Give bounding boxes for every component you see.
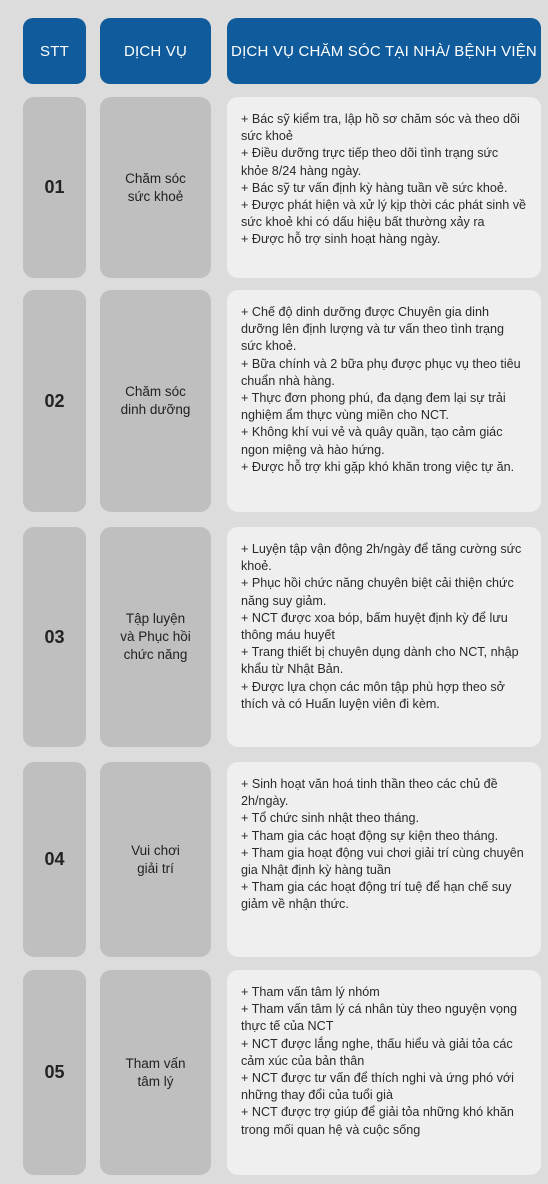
detail-item: + NCT được lắng nghe, thấu hiểu và giải tỏa các cảm xúc của bản thân (241, 1036, 513, 1068)
detail-item: + Tham vấn tâm lý nhóm (241, 985, 380, 999)
detail-item: + Bác sỹ tư vấn định kỳ hàng tuần về sức khoẻ. (241, 180, 508, 195)
detail-item: + Sinh hoạt văn hoá tinh thần theo các chủ đề 2h/ngày. (241, 777, 498, 809)
row-service: Tham vấn tâm lý (100, 970, 211, 1175)
detail-item: + Tham gia các hoạt động trí tuệ để hạn chế suy giảm về nhận thức. (241, 880, 512, 912)
detail-item: + Tham gia hoạt động vui chơi giải trí cùng chuyên gia Nhật định kỳ hàng tuần (241, 845, 524, 878)
detail-item: + Không khí vui vẻ và quây quần, tạo cảm giác ngon miệng và hào hứng. (241, 425, 503, 457)
detail-item: + Điều dưỡng trực tiếp theo dõi tình trạng sức khỏe 8/24 hàng ngày. (241, 146, 499, 178)
detail-item: + NCT được xoa bóp, bấm huyệt định kỳ để lưu thông máu huyết (241, 610, 508, 643)
detail-item: + Chế độ dinh dưỡng được Chuyên gia dinh dưỡng lên định lượng và tư vấn theo tình trạng sức khoẻ. (241, 305, 505, 354)
header-care: DỊCH VỤ CHĂM SÓC TẠI NHÀ/ BỆNH VIỆN (227, 18, 541, 84)
row-number: 05 (23, 970, 86, 1175)
detail-item: + Bữa chính và 2 bữa phụ được phục vụ theo tiêu chuẩn nhà hàng. (241, 356, 521, 388)
detail-item: + Tổ chức sinh nhật theo tháng. (241, 811, 419, 826)
row-details (227, 527, 541, 747)
detail-item: + Phục hồi chức năng chuyên biệt cải thiện chức năng suy giảm. (241, 576, 514, 608)
detail-item: + NCT được trợ giúp để giải tỏa những khó khăn trong mối quan hệ và cuộc sống (241, 1105, 514, 1137)
row-service: Chăm sóc sức khoẻ (100, 97, 211, 278)
row-number: 03 (23, 527, 86, 747)
detail-item: + Được lựa chọn các môn tập phù hợp theo sở thích và có Huấn luyện viên đi kèm. (241, 679, 505, 711)
detail-item: + Thực đơn phong phú, đa dạng đem lại sự trải nghiệm ẩm thực vùng miền cho NCT. (241, 391, 506, 423)
row-service: Chăm sóc dinh dưỡng (100, 290, 211, 512)
detail-item: + Tham vấn tâm lý cá nhân tùy theo nguyện vọng thực tế của NCT (241, 1002, 517, 1034)
detail-item: + NCT được tư vấn để thích nghi và ứng phó với những thay đổi của tuổi già (241, 1071, 514, 1103)
detail-item: + Được phát hiện và xử lý kịp thời các phát sinh về sức khoẻ khi có dấu hiệu bất thường xảy ra (241, 198, 527, 230)
detail-item: + Bác sỹ kiểm tra, lập hồ sơ chăm sóc và theo dõi sức khoẻ (241, 112, 520, 144)
row-details (227, 97, 541, 278)
row-details (227, 290, 541, 512)
row-number: 04 (23, 762, 86, 957)
detail-item: + Luyện tập vận động 2h/ngày để tăng cường sức khoẻ. (241, 542, 522, 574)
row-details (227, 762, 541, 957)
detail-item: + Trang thiết bị chuyên dụng dành cho NCT, nhập khẩu từ Nhật Bản. (241, 645, 519, 677)
detail-item: + Tham gia các hoạt động sự kiện theo tháng. (241, 828, 499, 843)
detail-item: + Được hỗ trợ sinh hoạt hàng ngày. (241, 232, 441, 247)
header-stt: STT (23, 18, 86, 84)
detail-item: + Được hỗ trợ khi gặp khó khăn trong việc tự ăn. (241, 459, 515, 474)
header-service: DỊCH VỤ (100, 18, 211, 84)
row-number: 02 (23, 290, 86, 512)
row-service: Tập luyện và Phục hồi chức năng (100, 527, 211, 747)
row-details (227, 970, 541, 1175)
row-number: 01 (23, 97, 86, 278)
row-service: Vui chơi giải trí (100, 762, 211, 957)
